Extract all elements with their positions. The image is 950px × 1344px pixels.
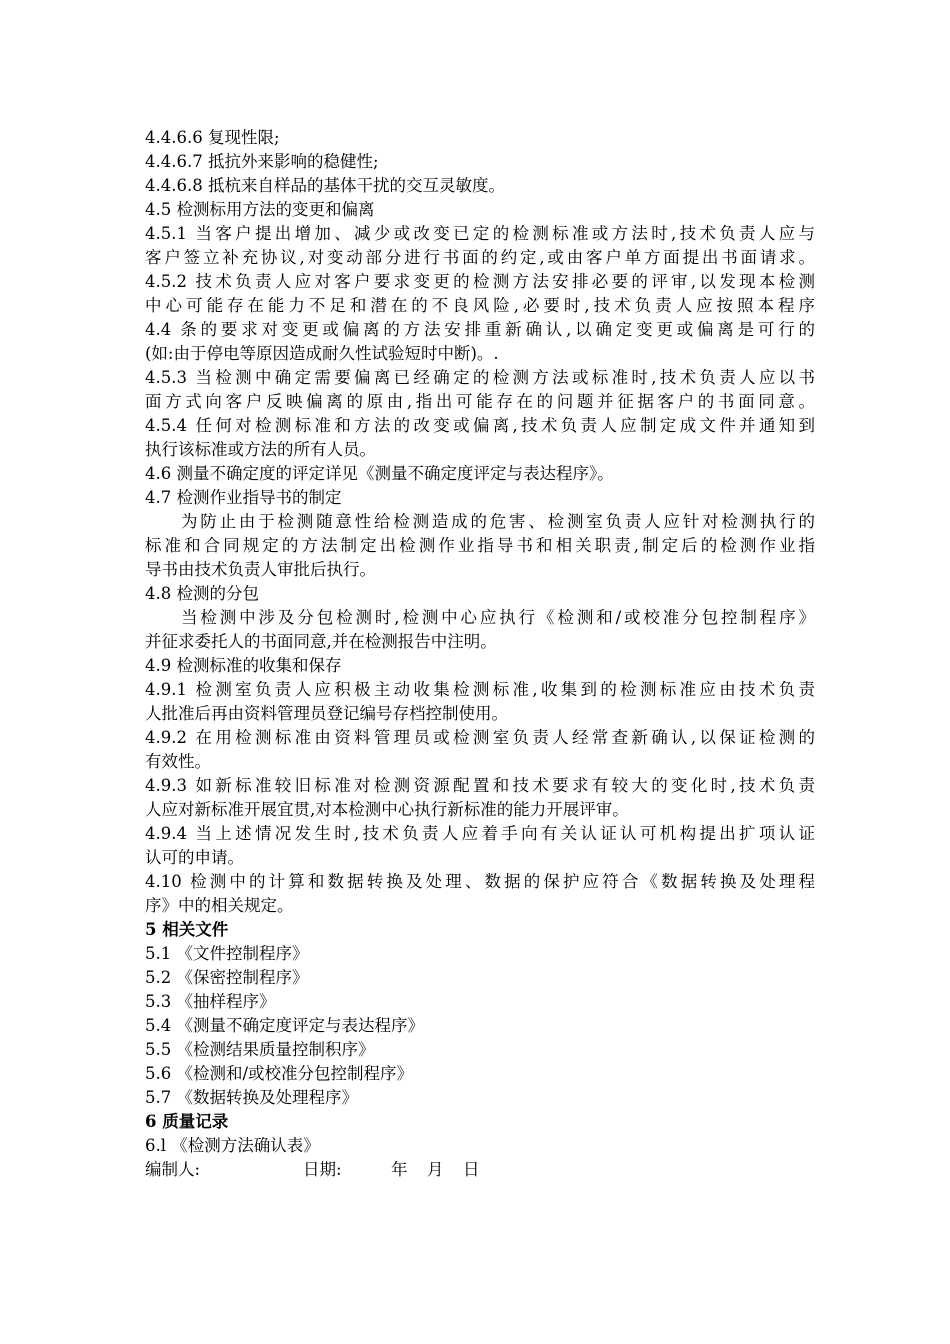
text-line: 5.3 《抽样程序》 xyxy=(145,992,276,1011)
text-line: 序》中的相关规定。 xyxy=(145,896,294,915)
text-line: 客户签立补充协议,对变动部分进行书面的约定,或由客户单方面提出书面请求。 xyxy=(145,248,815,267)
text-line: (如:由于停电等原因造成耐久性试验短时中断)。. xyxy=(145,344,499,363)
section-heading: 6 质量记录 xyxy=(145,1112,229,1131)
text-line: 人应对新标准开展宜贯,对本检测中心执行新标准的能力开展评审。 xyxy=(145,800,629,819)
signature-row xyxy=(145,1158,815,1182)
text-line: 5.6 《检测和/或校准分包控制程序》 xyxy=(145,1064,414,1083)
text-line: 为防止由于检测随意性给检测造成的危害、检测室负责人应针对检测执行的 xyxy=(181,512,815,531)
text-line: 4.10 检测中的计算和数据转换及处理、数据的保护应符合《数据转换及处理程 xyxy=(145,872,815,891)
text-line: 4.5.3 当检测中确定需要偏离已经确定的检测方法或标准时,技术负责人应以书 xyxy=(145,368,815,387)
text-line: 4.9.4 当上述情况发生时,技术负责人应着手向有关认证认可机构提出扩项认证 xyxy=(145,824,815,843)
text-line: 4.8 检测的分包 xyxy=(145,584,259,603)
text-line: 4.4.6.6 复现性限; xyxy=(145,128,280,147)
section-heading: 5 相关文件 xyxy=(145,920,229,939)
text-line: 5.2 《保密控制程序》 xyxy=(145,968,309,987)
text-line: 5.7 《数据转换及处理程序》 xyxy=(145,1088,358,1107)
text-line: 4.4 条的要求对变更或偏离的方法安排重新确认,以确定变更或偏离是可行的 xyxy=(145,320,815,339)
text-line: 4.6 测量不确定度的评定详见《测量不确定度评定与表达程序》。 xyxy=(145,464,614,483)
text-line: 4.5.4 任何对检测标准和方法的改变或偏离,技术负责人应制定成文件并通知到 xyxy=(145,416,815,435)
prepared-by-label: 编制人: xyxy=(145,1160,201,1179)
month-label: 月 xyxy=(427,1160,444,1179)
day-label: 日 xyxy=(463,1160,480,1179)
text-line: 有效性。 xyxy=(145,752,211,771)
text-line: 标准和合同规定的方法制定出检测作业指导书和相关职责,制定后的检测作业指 xyxy=(145,536,815,555)
text-line: 导书由技术负责人审批后执行。 xyxy=(145,560,376,579)
text-line: 5.5 《检测结果质量控制积序》 xyxy=(145,1040,375,1059)
text-line: 执行该标准或方法的所有人员。 xyxy=(145,440,376,459)
document-body xyxy=(145,126,815,1158)
date-label: 日期: xyxy=(303,1160,342,1179)
text-line: 人批准后再由资料管理员登记编号存档控制使用。 xyxy=(145,704,508,723)
text-line: 当检测中涉及分包检测时,检测中心应执行《检测和/或校准分包控制程序》 xyxy=(181,608,815,627)
text-line: 中心可能存在能力不足和潜在的不良风险,必要时,技术负责人应按照本程序 xyxy=(145,296,815,315)
text-line: 并征求委托人的书面同意,并在检测报告中注明。 xyxy=(145,632,497,651)
text-line: 4.9.3 如新标准较旧标准对检测资源配置和技术要求有较大的变化时,技术负责 xyxy=(145,776,815,795)
text-line: 4.7 检测作业指导书的制定 xyxy=(145,488,342,507)
text-line: 4.4.6.8 抵杭来自样品的基体干扰的交互灵敏度。 xyxy=(145,176,505,195)
text-line: 6.l 《检测方法确认表》 xyxy=(145,1136,320,1155)
text-line: 4.5.2 技术负责人应对客户要求变更的检测方法安排必要的评审,以发现本检测 xyxy=(145,272,815,291)
text-line: 面方式向客户反映偏离的原由,指出可能存在的问题并征据客户的书面同意。 xyxy=(145,392,815,411)
text-line: 4.5.1 当客户提出增加、减少或改变已定的检测标准或方法时,技术负责人应与 xyxy=(145,224,815,243)
year-label: 年 xyxy=(391,1160,408,1179)
text-line: 4.4.6.7 抵抗外来影响的稳健性; xyxy=(145,152,379,171)
text-line: 4.9 检测标准的收集和保存 xyxy=(145,656,342,675)
document-page xyxy=(145,126,815,1182)
text-line: 4.9.1 检测室负责人应积极主动收集检测标准,收集到的检测标准应由技术负责 xyxy=(145,680,815,699)
text-line: 5.1 《文件控制程序》 xyxy=(145,944,309,963)
text-line: 认可的申请。 xyxy=(145,848,244,867)
text-line: 5.4 《测量不确定度评定与表达程序》 xyxy=(145,1016,424,1035)
text-line: 4.5 检测标用方法的变更和偏离 xyxy=(145,200,375,219)
text-line: 4.9.2 在用检测标准由资料管理员或检测室负责人经常查新确认,以保证检测的 xyxy=(145,728,815,747)
